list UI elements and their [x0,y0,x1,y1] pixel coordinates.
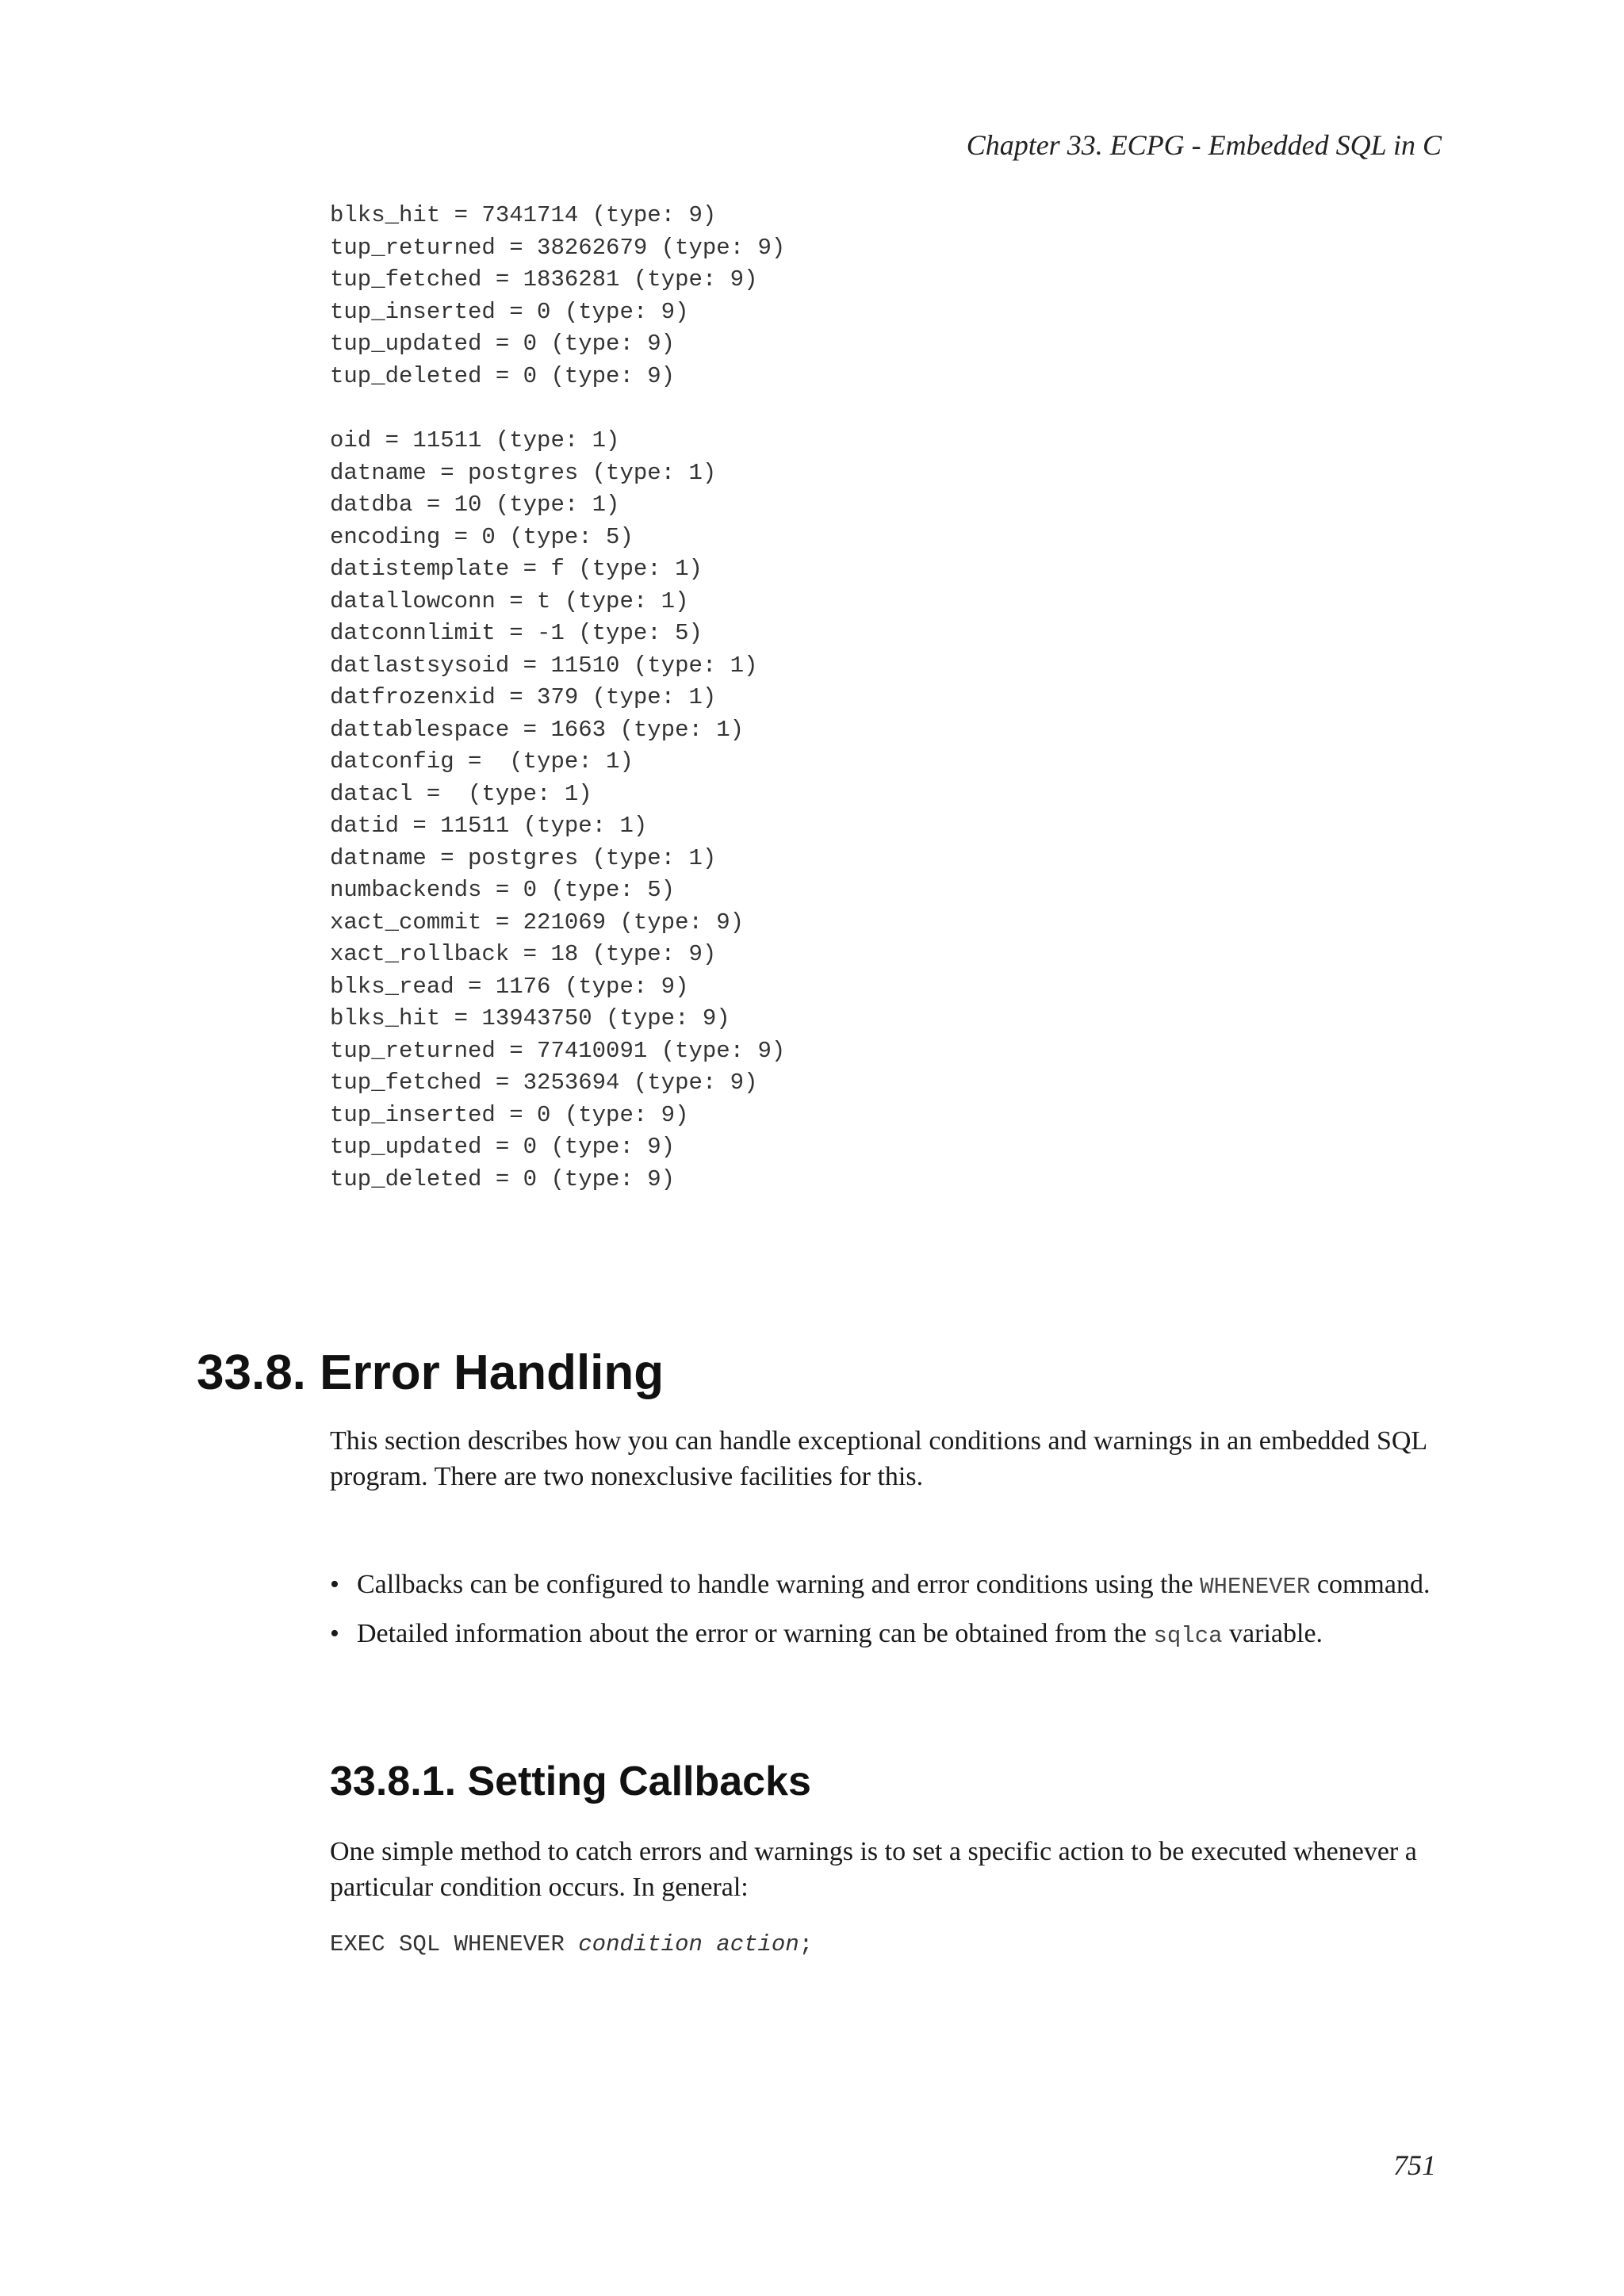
facility-list [330,1567,1456,1665]
code-line: tup_deleted = 0 (type: 9) [330,362,676,389]
code-line: tup_updated = 0 (type: 9) [330,1134,676,1160]
page-number: 751 [1393,2149,1436,2181]
list-item [330,1567,1456,1616]
code-line: tup_fetched = 1836281 (type: 9) [330,266,758,293]
code-line: datistemplate = f (type: 1) [330,556,703,582]
syntax-placeholder-condition: condition [578,1931,703,1957]
bullet-glyph: • [330,1619,339,1648]
code-line: tup_returned = 77410091 (type: 9) [330,1037,786,1064]
running-header: Chapter 33. ECPG - Embedded SQL in C [966,129,1442,161]
subsection-paragraph: One simple method to catch errors and warnings is to set a specific action to be executed whenever a particular condition occurs. In general: [330,1837,1417,1902]
list-item [330,1616,1456,1665]
code-line: datname = postgres (type: 1) [330,844,717,871]
code-line: tup_fetched = 3253694 (type: 9) [330,1070,758,1096]
code-block-stats-1 [330,200,1440,392]
code-line: datallowconn = t (type: 1) [330,587,689,614]
syntax-example [330,1931,813,1957]
code-line: dattablespace = 1663 (type: 1) [330,716,745,743]
subsection-heading: 33.8.1. Setting Callbacks [330,1758,811,1804]
code-line: datfrozenxid = 379 (type: 1) [330,684,717,710]
inline-code-sqlca: sqlca [1153,1623,1223,1649]
list-item-text: Detailed information about the error or warning can be obtained from the [357,1619,1154,1648]
section-heading: 33.8. Error Handling [197,1345,665,1400]
code-block-stats-2 [330,425,1440,1196]
syntax-terminator: ; [799,1931,814,1957]
code-line: tup_updated = 0 (type: 9) [330,331,676,357]
code-line: blks_hit = 7341714 (type: 9) [330,202,717,228]
code-line: datname = postgres (type: 1) [330,459,717,486]
code-line: numbackends = 0 (type: 5) [330,877,676,903]
inline-code-whenever: WHENEVER [1200,1574,1311,1600]
list-item-text: command. [1310,1570,1431,1599]
code-line: tup_inserted = 0 (type: 9) [330,298,689,325]
code-line: datacl = (type: 1) [330,780,592,807]
code-line: datid = 11511 (type: 1) [330,813,648,839]
code-line: blks_read = 1176 (type: 9) [330,973,689,1000]
code-line: tup_returned = 38262679 (type: 9) [330,234,786,261]
list-item-text: Callbacks can be configured to handle warning and error conditions using the [357,1570,1201,1599]
syntax-keyword: EXEC SQL WHENEVER [330,1931,579,1957]
code-line: tup_deleted = 0 (type: 9) [330,1165,676,1192]
syntax-separator [703,1931,716,1957]
list-item-text: variable. [1222,1619,1323,1648]
code-line: datdba = 10 (type: 1) [330,492,620,518]
code-line: encoding = 0 (type: 5) [330,523,634,550]
code-line: datconnlimit = -1 (type: 5) [330,620,703,646]
bullet-glyph: • [330,1570,339,1599]
syntax-placeholder-action: action [716,1931,799,1957]
code-line: datlastsysoid = 11510 (type: 1) [330,652,758,679]
code-line: xact_commit = 221069 (type: 9) [330,909,745,936]
code-line: xact_rollback = 18 (type: 9) [330,941,717,967]
code-line: datconfig = (type: 1) [330,748,634,775]
code-line: oid = 11511 (type: 1) [330,427,620,453]
section-intro-paragraph: This section describes how you can handle exceptional conditions and warnings in an embedded SQL program. There are two nonexclusive facilities for this. [330,1426,1427,1491]
code-line: blks_hit = 13943750 (type: 9) [330,1005,730,1031]
code-line: tup_inserted = 0 (type: 9) [330,1101,689,1128]
